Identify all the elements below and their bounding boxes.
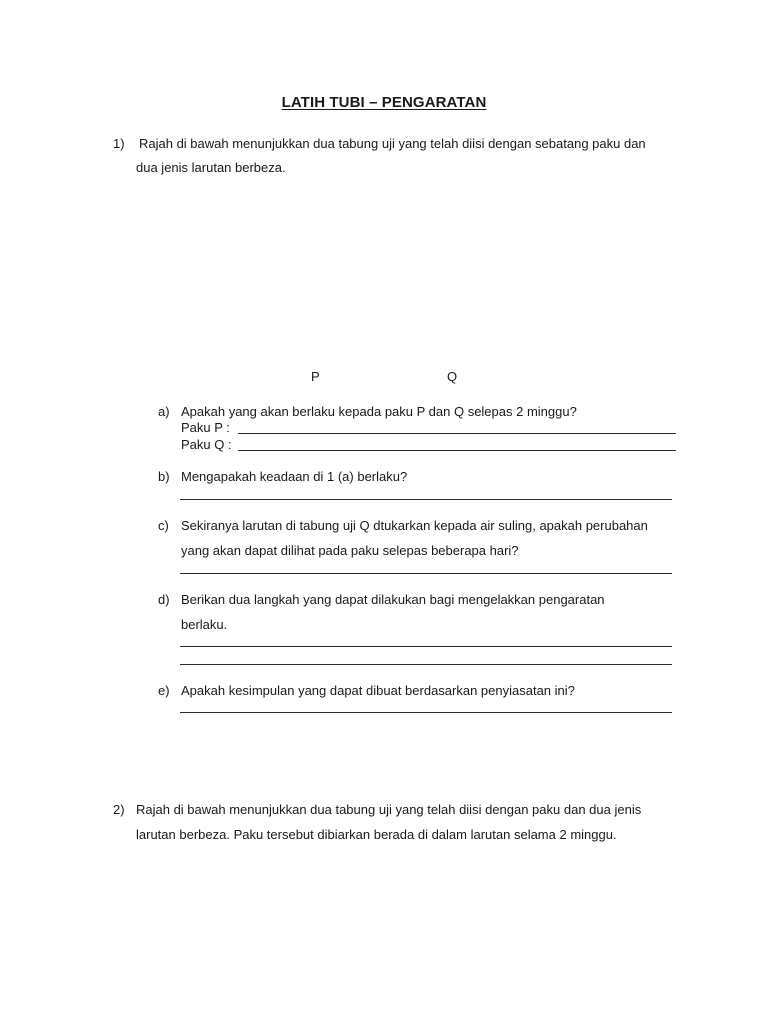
subquestion-d-text-line1: Berikan dua langkah yang dapat dilakukan bagi mengelakkan pengaratan <box>181 592 605 607</box>
question-2-text-line1: Rajah di bawah menunjukkan dua tabung uji yang telah diisi dengan paku dan dua jenis <box>136 802 642 817</box>
subquestion-d-label: d) <box>158 592 170 607</box>
diagram-label-p: P <box>311 369 320 384</box>
subquestion-d-text-line2: berlaku. <box>181 617 228 632</box>
answer-line-d-1[interactable] <box>180 646 672 647</box>
subquestion-c-label: c) <box>158 518 169 533</box>
paku-p-label: Paku P : <box>181 420 230 435</box>
answer-line-d-2[interactable] <box>180 664 672 665</box>
question-1-text-line1: Rajah di bawah menunjukkan dua tabung uji yang telah diisi dengan sebatang paku dan <box>139 136 646 151</box>
subquestion-b-text: Mengapakah keadaan di 1 (a) berlaku? <box>181 469 408 484</box>
subquestion-a-text: Apakah yang akan berlaku kepada paku P dan Q selepas 2 minggu? <box>181 404 577 419</box>
subquestion-b-label: b) <box>158 469 170 484</box>
paku-q-label: Paku Q : <box>181 437 232 452</box>
answer-line-paku-p[interactable] <box>238 433 676 434</box>
subquestion-c-text-line1: Sekiranya larutan di tabung uji Q dtukarkan kepada air suling, apakah perubahan <box>181 518 648 533</box>
subquestion-c-text-line2: yang akan dapat dilihat pada paku selepas beberapa hari? <box>181 543 519 558</box>
diagram-label-q: Q <box>447 369 458 384</box>
answer-line-c[interactable] <box>180 573 672 574</box>
subquestion-e-label: e) <box>158 683 170 698</box>
question-2-number: 2) <box>113 802 125 817</box>
question-2-text-line2: larutan berbeza. Paku tersebut dibiarkan berada di dalam larutan selama 2 minggu. <box>136 827 617 842</box>
answer-line-e[interactable] <box>180 712 672 713</box>
page-title: LATIH TUBI – PENGARATAN <box>281 94 487 111</box>
question-1-text-line2: dua jenis larutan berbeza. <box>136 160 286 175</box>
answer-line-b[interactable] <box>180 499 672 500</box>
subquestion-a-label: a) <box>158 404 170 419</box>
subquestion-e-text: Apakah kesimpulan yang dapat dibuat berdasarkan penyiasatan ini? <box>181 683 575 698</box>
answer-line-paku-q[interactable] <box>238 450 676 451</box>
question-1-number: 1) <box>113 136 125 151</box>
